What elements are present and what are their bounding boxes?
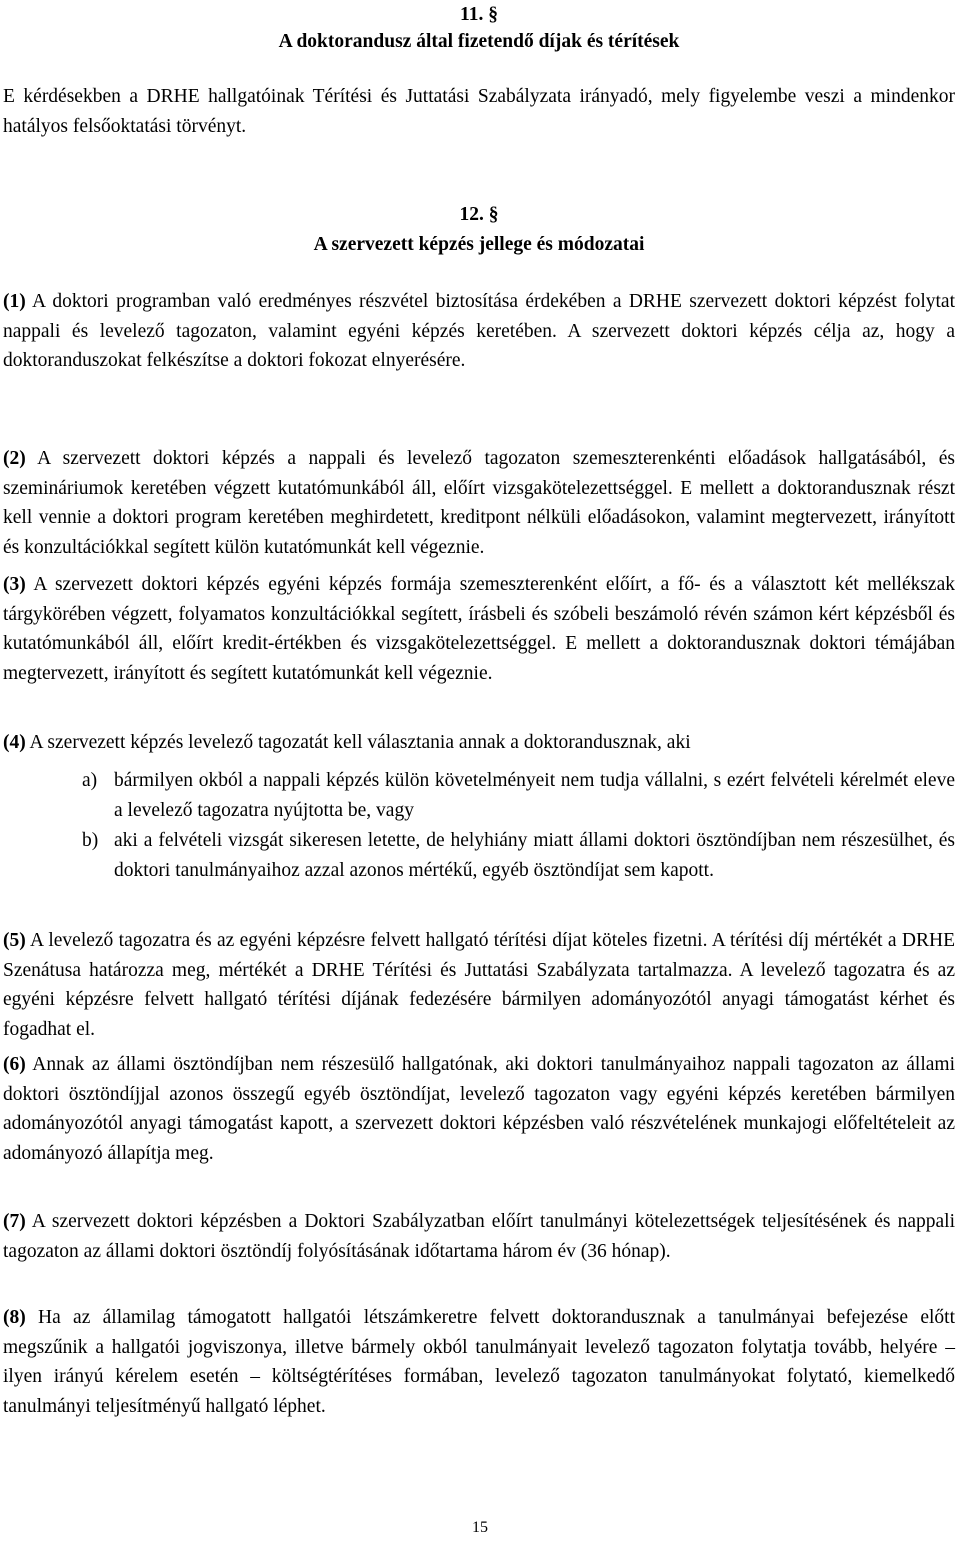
paragraph-text: A szervezett doktori képzés egyéni képzés formája szemeszterenként előírt, a fő- és a választott két mellékszak tárgykörében végzett, folyamatos konzultációkkal segített, írásbeli és szóbeli beszámoló révén számon kért képzésből és kutatómunkából áll, előírt kredit-értékben és vizsgakötelezettséggel. E mellett a doktorandusznak doktori témájában megtervezett, irányított és segített kutatómunkát kell végeznie. (3, 574, 955, 684)
paragraph-number: (4) (3, 732, 26, 753)
paragraph-3 (3, 570, 955, 688)
paragraph-number: (5) (3, 930, 26, 951)
paragraph-text: A levelező tagozatra és az egyéni képzésre felvett hallgató térítési díjat köteles fizetni. A térítési díj mértékét a DRHE Szenátusa határozza meg, mértékét a DRHE Térítési és Juttatási Szabályzata tartalmazza. A levelező tagozatra és az egyéni képzésre felvett hallgató térítési díjának fedezésére bármilyen adományozótól anyagi támogatást kérhet és fogadhat el. (3, 930, 955, 1040)
list-text: aki a felvételi vizsgát sikeresen letette, de helyhiány miatt állami doktori ösztöndíjban nem részesülhet, és doktori tanulmányaihoz azzal azonos mértékű, egyéb ösztöndíjat sem kapott. (114, 830, 955, 881)
list-item-a (82, 766, 955, 825)
list-item-b (82, 826, 955, 885)
list-text: bármilyen okból a nappali képzés külön követelményeit nem tudja vállalni, s ezért felvételi kérelmét eleve a levelező tagozatra nyújtotta be, vagy (114, 770, 955, 821)
paragraph-number: (8) (3, 1307, 26, 1328)
paragraph-1 (3, 287, 955, 376)
paragraph-4 (3, 728, 955, 758)
paragraph-number: (3) (3, 574, 26, 595)
paragraph-text: A szervezett doktori képzés a nappali és levelező tagozaton szemeszterenkénti előadások hallgatásából, és szemináriumok keretében végzett kutatómunkából áll, előírt vizsgakötelezettséggel. E mellett a doktorandusznak részt kell vennie a doktori program keretében meghirdetett, kreditpont nélküli előadásokon, valamint megtervezett, irányított és konzultációkkal segített külön kutatómunkát kell végeznie. (3, 448, 955, 558)
paragraph-5 (3, 926, 955, 1044)
paragraph-text: A szervezett képzés levelező tagozatát kell választania annak a doktorandusznak, aki (25, 732, 691, 753)
paragraph-text: A doktori programban való eredményes részvétel biztosítása érdekében a DRHE szervezett doktori képzést folytat nappali és levelező tagozaton, valamint egyéni képzés keretében. A szervezett doktori képzés célja az, hogy a doktoranduszokat felkészítse a doktori fokozat elnyerésére. (3, 291, 955, 371)
section-12-number: 12. § (459, 204, 499, 225)
list-label: a) (82, 770, 98, 791)
paragraph-number: (6) (3, 1054, 26, 1075)
paragraph-7 (3, 1207, 955, 1266)
paragraph-text: Annak az állami ösztöndíjban nem részesülő hallgatónak, aki doktori tanulmányaihoz nappali tagozaton az állami doktori ösztöndíjjal azonos összegű egyéb ösztöndíjat, levelező tagozaton vagy egyéni képzés keretében bármilyen adományozótól anyagi támogatást kapott, a szervezett doktori képzésben való részvételének munkajogi előfeltételeit az adományozó állapítja meg. (3, 1054, 955, 1164)
section-11-number: 11. § (460, 4, 498, 25)
paragraph-text: Ha az államilag támogatott hallgatói létszámkeretre felvett doktorandusznak a tanulmányai befejezése előtt megszűnik a hallgatói jogviszonya, illetve bármely okból tanulmányait levelező tagozaton folytatja tovább, helyére – ilyen irányú kérelem esetén – költségtérítéses formában, levelező tagozaton tanulmányokat folytató, kiemelkedő tanulmányi teljesítményű hallgató léphet. (3, 1307, 955, 1417)
paragraph-8 (3, 1303, 955, 1421)
list-label: b) (82, 830, 99, 851)
section-11-title: A doktorandusz által fizetendő díjak és térítések (278, 31, 680, 52)
paragraph-number: (7) (3, 1211, 26, 1232)
page-number: 15 (472, 1519, 488, 1536)
section-11-body: E kérdésekben a DRHE hallgatóinak Térítési és Juttatási Szabályzata irányadó, mely figyelembe veszi a mindenkor hatályos felsőoktatási törvényt. (3, 86, 955, 137)
paragraph-6 (3, 1050, 955, 1168)
section-12-title: A szervezett képzés jellege és módozatai (313, 234, 645, 255)
paragraph-2 (3, 444, 955, 562)
paragraph-number: (1) (3, 291, 26, 312)
paragraph-text: A szervezett doktori képzésben a Doktori Szabályzatban előírt tanulmányi kötelezettségek teljesítésének és nappali tagozaton az állami doktori ösztöndíj folyósításának időtartama három év (36 hónap). (3, 1211, 955, 1262)
paragraph-number: (2) (3, 448, 26, 469)
